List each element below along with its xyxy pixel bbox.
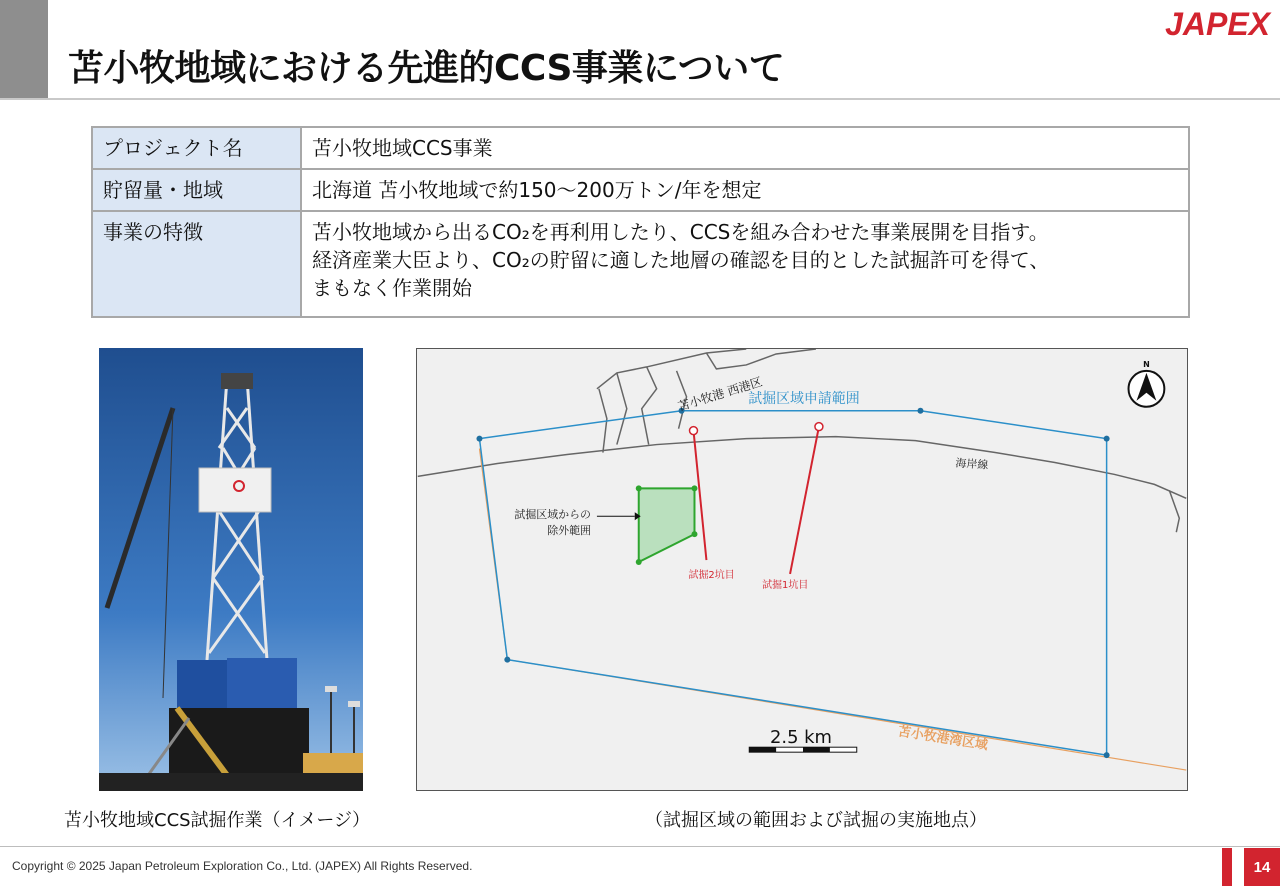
coastline-label: 海岸線 xyxy=(955,456,989,472)
exclusion-area xyxy=(639,488,695,562)
copyright-text: Copyright © 2025 Japan Petroleum Exploration Co., Ltd. (JAPEX) All Rights Reserved. xyxy=(12,859,473,873)
map-caption: （試掘区域の範囲および試掘の実施地点） xyxy=(645,810,987,831)
table-row xyxy=(92,211,1189,317)
row-key-features: 事業の特徴 xyxy=(92,211,301,317)
page-accent-bar xyxy=(1222,848,1232,886)
trial-drilling-area-map xyxy=(416,348,1188,791)
row-key-storage: 貯留量・地域 xyxy=(92,169,301,211)
row-value-storage: 北海道 苫小牧地域で約150～200万トン/年を想定 xyxy=(301,169,1189,211)
title-divider xyxy=(0,98,1280,100)
north-label: N xyxy=(1143,359,1150,369)
scale-label: 2.5 km xyxy=(770,727,832,749)
area-label: 試掘区域申請範囲 xyxy=(748,390,860,407)
project-info-table xyxy=(91,126,1190,318)
row-value-project-name: 苫小牧地域CCS事業 xyxy=(301,127,1189,169)
port-label: 苫小牧港 西港区 xyxy=(676,374,764,414)
north-arrow-icon xyxy=(1129,371,1165,407)
well-2-label: 試掘2坑目 xyxy=(688,569,735,581)
row-value-features: 苫小牧地域から出るCO₂を再利用したり、CCSを組み合わせた事業展開を目指す。 経済産業大臣より、CO₂の貯留に適した地層の確認を目的とした試掘許可を得て、 まもなく作業開始 xyxy=(301,211,1189,317)
page-title: 苫小牧地域における先進的CCS事業について xyxy=(68,48,785,89)
well-1-label: 試掘1坑目 xyxy=(762,579,809,591)
table-row xyxy=(92,169,1189,211)
page-number: 14 xyxy=(1244,848,1280,886)
title-accent-bar xyxy=(0,0,48,98)
footer-divider xyxy=(0,846,1280,847)
harbor-zone-label: 苫小牧港湾区域 xyxy=(896,724,989,754)
table-row xyxy=(92,127,1189,169)
exclusion-label-line1: 試掘区域からの xyxy=(514,508,591,522)
well-1-trajectory xyxy=(790,427,819,574)
row-key-project-name: プロジェクト名 xyxy=(92,127,301,169)
japex-logo xyxy=(1132,6,1272,40)
coastline xyxy=(418,349,1187,532)
svg-text:JAPEX: JAPEX xyxy=(1165,6,1270,40)
photo-caption: 苫小牧地域CCS試掘作業（イメージ） xyxy=(64,810,371,831)
drilling-rig-photo xyxy=(99,348,363,791)
exclusion-label-line2: 除外範囲 xyxy=(547,524,591,538)
